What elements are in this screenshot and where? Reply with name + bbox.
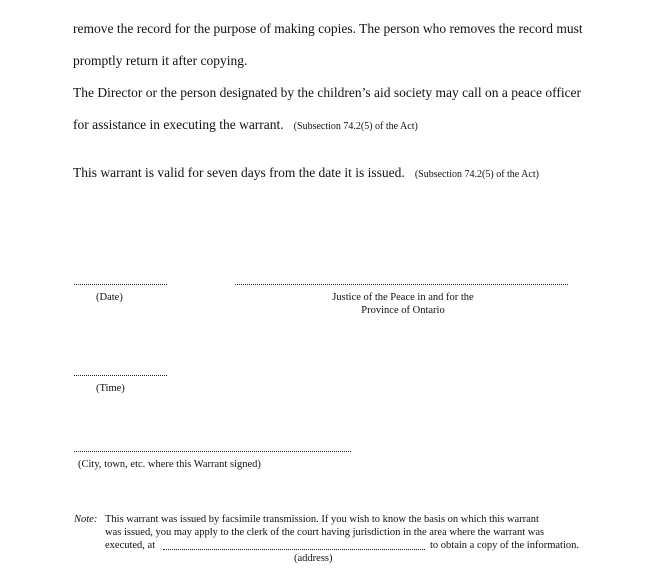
justice-title-line-1: Justice of the Peace in and for the <box>332 292 474 303</box>
date-signature-line <box>74 284 167 285</box>
note-line-3-end: to obtain a copy of the information. <box>430 540 580 551</box>
paragraph-line-1: remove the record for the purpose of making copies. The person who removes the record must <box>73 21 583 36</box>
time-signature-line <box>74 375 167 376</box>
note-line-2: was issued, you may apply to the clerk of the court having jurisdiction in the area where the warrant was <box>105 527 545 538</box>
place-label: (City, town, etc. where this Warrant signed) <box>78 459 261 470</box>
justice-title-line-2: Province of Ontario <box>361 305 445 316</box>
justice-signature-line <box>235 284 568 285</box>
time-label: (Time) <box>96 383 125 394</box>
note-label-text: Note: <box>74 514 98 525</box>
validity-statement <box>73 164 539 182</box>
paragraph-line-2: promptly return it after copying. <box>73 53 248 68</box>
paragraph-line-3: The Director or the person designated by the children’s aid society may call on a peace officer <box>73 85 582 100</box>
date-label: (Date) <box>96 292 123 303</box>
note-line-1: This warrant was issued by facsimile transmission. If you wish to know the basis on which this warrant <box>105 514 539 525</box>
paragraph-line-4 <box>73 116 418 134</box>
subsection-reference: (Subsection 74.2(5) of the Act) <box>414 169 539 180</box>
validity-text: This warrant is valid for seven days from the date it is issued. <box>73 165 405 180</box>
address-label: (address) <box>294 553 333 564</box>
address-line <box>163 549 425 550</box>
note-line-3-start: executed, at <box>105 540 156 551</box>
place-signature-line <box>74 451 351 452</box>
subsection-reference: (Subsection 74.2(5) of the Act) <box>293 121 418 132</box>
paragraph-line-4-text: for assistance in executing the warrant. <box>73 117 284 132</box>
note-label <box>74 513 97 526</box>
